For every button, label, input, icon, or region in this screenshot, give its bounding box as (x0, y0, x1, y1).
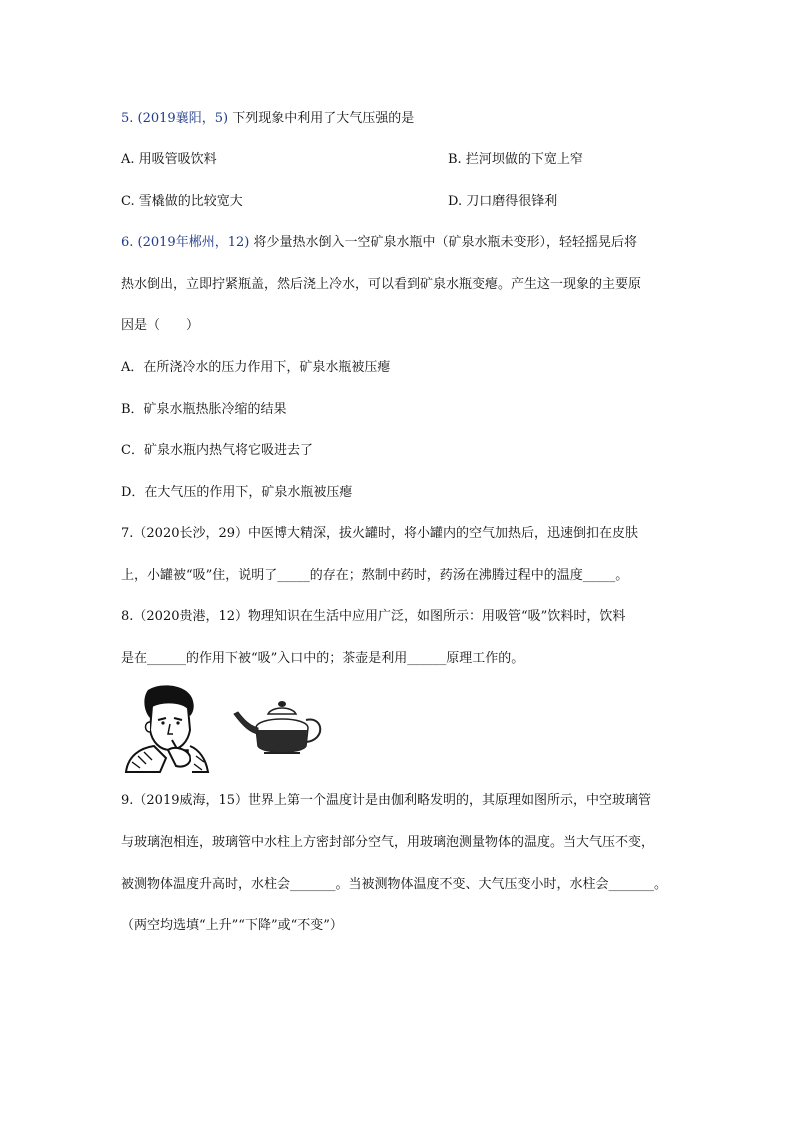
q7-line-2: 上，小罐被“吸”住，说明了_____的存在；熬制中药时，药汤在沸腾过程中的温度_____。 (121, 568, 629, 583)
q5-stem (121, 110, 414, 128)
person-drinking-icon (120, 684, 212, 774)
q9-line-4: （两空均选填“上升”“下降”或“不变”） (121, 918, 343, 933)
q5-option-c: C. 雪橇做的比较宽大 (121, 194, 243, 209)
q8-line-2: 是在______的作用下被“吸”入口中的；茶壶是利用______原理工作的。 (121, 651, 525, 666)
q6-option-d: D．在大气压的作用下，矿泉水瓶被压瘪 (121, 485, 353, 500)
q9-line-3: 被测物体温度升高时，水柱会_______。当被测物体温度不变、大气压变小时，水柱会_______。 (121, 877, 668, 892)
q5-text: 下列现象中利用了大气压强的是 (232, 111, 415, 126)
q9-line-2: 与玻璃泡相连，玻璃管中水柱上方密封部分空气，用玻璃泡测量物体的温度。当大气压不变， (121, 835, 655, 850)
q6-number: 6. (121, 235, 134, 250)
q5-option-d: D. 刀口磨得很锋利 (448, 194, 558, 209)
q6-stem-line-3: 因是（ ） (121, 318, 200, 333)
q6-option-b: B．矿泉水瓶热胀冷缩的结果 (121, 402, 287, 417)
q6-stem-line-1 (121, 234, 637, 252)
q8-line-1: 8.（2020贵港，12）物理知识在生活中应用广泛，如图所示：用吸管“吸”饮料时，饮料 (121, 609, 626, 624)
q5-number: 5. (121, 111, 134, 126)
teapot-icon (232, 698, 326, 758)
q5-option-b: B. 拦河坝做的下宽上窄 (448, 152, 583, 167)
q5-source: (2019襄阳，5) (137, 111, 229, 126)
q5-option-a: A. 用吸管吸饮料 (121, 152, 217, 167)
q6-option-a: A．在所浇冷水的压力作用下，矿泉水瓶被压瘪 (121, 360, 391, 375)
q6-stem-line-2: 热水倒出，立即拧紧瓶盖，然后浇上冷水，可以看到矿泉水瓶变瘪。产生这一现象的主要原 (121, 277, 642, 292)
q6-text-1: 将少量热水倒入一空矿泉水瓶中（矿泉水瓶未变形），轻轻摇晃后将 (253, 235, 637, 250)
teapot-figure (232, 698, 326, 758)
person-drinking-figure (120, 684, 212, 774)
q6-source: (2019年郴州，12) (137, 235, 250, 250)
q6-option-c: C．矿泉水瓶内热气将它吸进去了 (121, 443, 313, 458)
q7-line-1: 7.（2020长沙，29）中医博大精深，拔火罐时，将小罐内的空气加热后，迅速倒扣在皮肤 (121, 526, 639, 541)
q9-line-1: 9.（2019威海，15）世界上第一个温度计是由伽利略发明的，其原理如图所示，中空玻璃管 (121, 793, 652, 808)
